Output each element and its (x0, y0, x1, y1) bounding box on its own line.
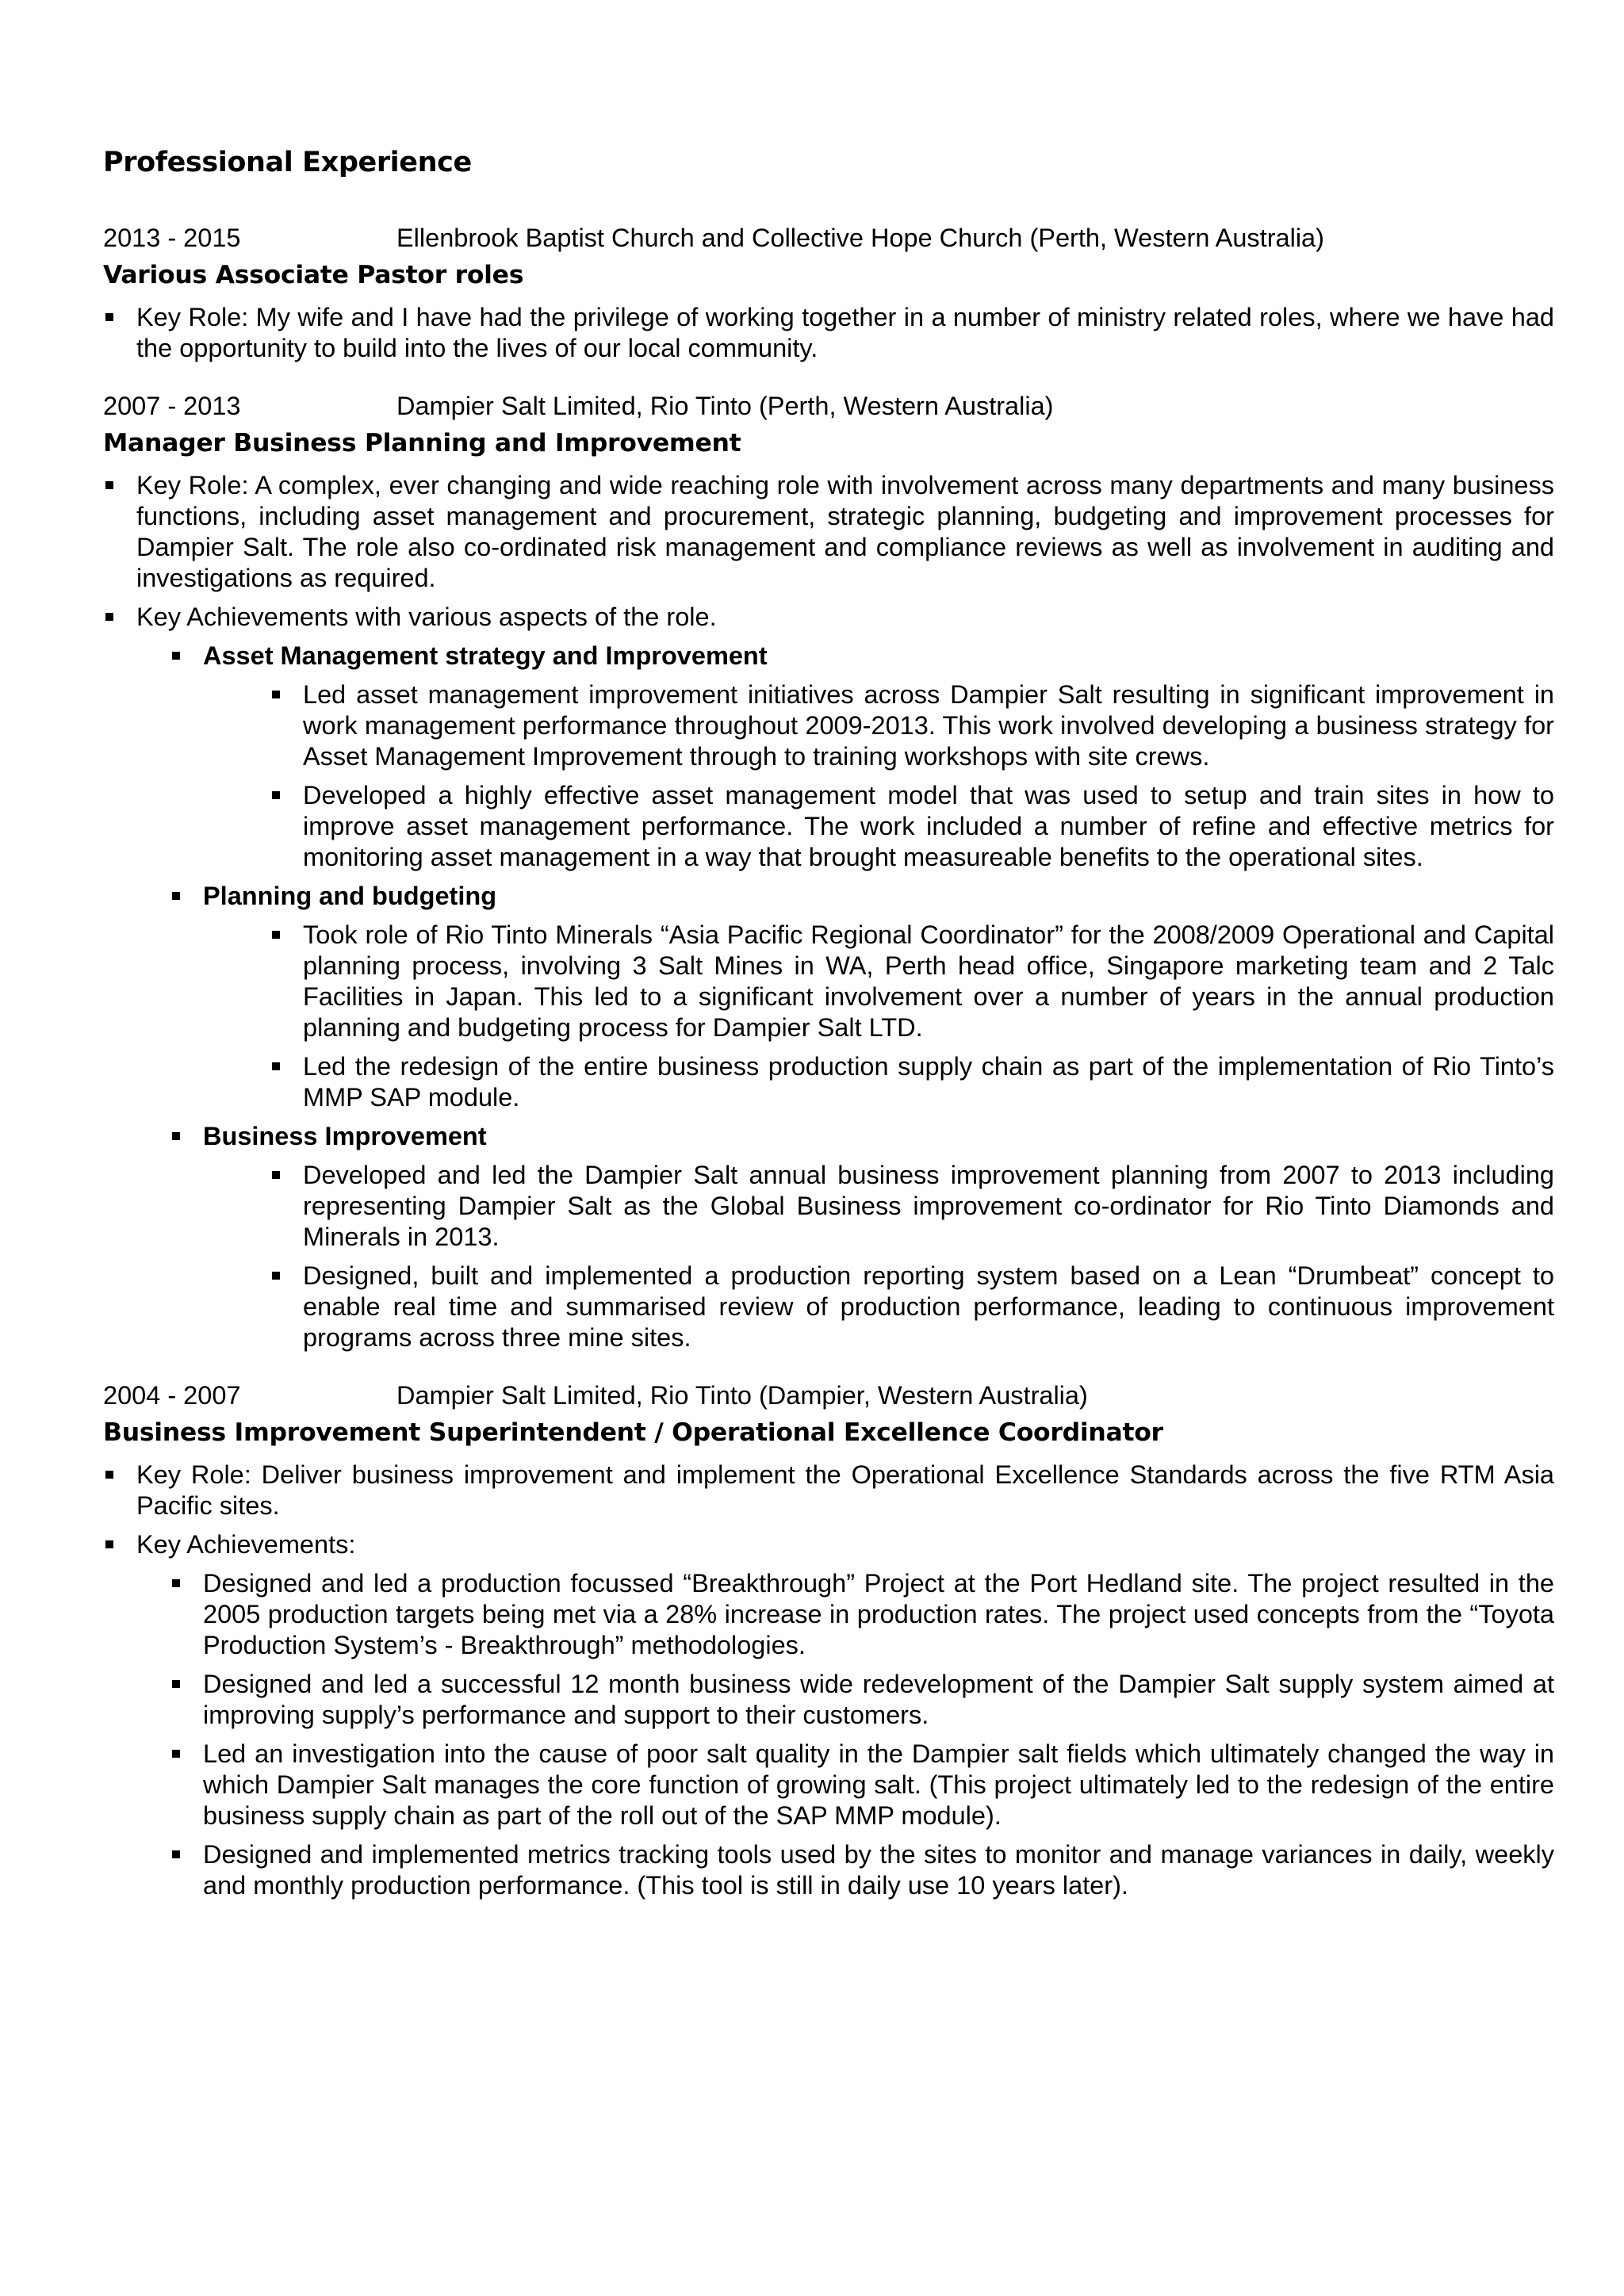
resume-page (103, 147, 1554, 1928)
job-title: Business Improvement Superintendent / Operational Excellence Coordinator (103, 1418, 1163, 1447)
list-item: Led asset management improvement initiatives across Dampier Salt resulting in significant improvement in work management performance throughout 2009-2013. This work involved developing a business strategy for Asset Management Improvement through to training workshops with site crews. (203, 679, 1554, 772)
square-bullet-icon (105, 481, 113, 489)
job-entry-dampier-perth (103, 391, 1554, 1353)
job-header (103, 391, 1554, 422)
list-item: Designed and led a production focussed “Breakthrough” Project at the Port Hedland site. The project resulted in the 2005 production targets being met via a 28% increase in production rates. The project used concepts from the “Toyota Production System’s - Breakthrough” methodologies. (136, 1568, 1554, 1661)
list-item: Designed and led a successful 12 month business wide redevelopment of the Dampier Salt supply system aimed at improving supply’s performance and support to their customers. (136, 1669, 1554, 1731)
list-item: Led the redesign of the entire business production supply chain as part of the implementation of Rio Tinto’s MMP SAP module. (203, 1051, 1554, 1113)
square-bullet-icon (272, 931, 280, 939)
list-item: Took role of Rio Tinto Minerals “Asia Pacific Regional Coordinator” for the 2008/2009 Operational and Capital planning process, involving 3 Salt Mines in WA, Perth head office, Singapore marketing team and 2 Talc Facilities in Japan. This led to a significant involvement over a number of years in the annual production planning and budgeting process for Dampier Salt LTD. (203, 920, 1554, 1043)
square-bullet-icon (172, 892, 180, 900)
list-item: Key Achievements with various aspects of the role. Asset Management strategy and Improvement Led asset management improvement initiatives across Dampier Salt resulting in significant improvement in work management performance throughout 2009-2013. This work involved developing a business strategy for Asset Management Improvement through to training workshops with site crews. Developed a highly effective asset management model that was used to setup and train sites in how to improve asset management performance. The work included a number of refine and effective metrics for monitoring asset management in a way that brought measureable benefits to the operational sites. Planning and budgeting Took role of Rio Tinto Minerals “Asia Pacific Regional Coordinator” for the 2008/2009 Operational and Capital planning process, involving 3 Salt Mines in WA, Perth head office, Singapore marketing team and 2 Talc Facilities in Japan. This led to a significant involvement over a number of years in the annual production planning and budgeting process for Dampier Salt LTD. Led the redesign of the entire business production supply chain as part of the implementation of Rio Tinto’s MMP SAP module. Business Improvement Developed and led the Dampier Salt annual business improvement planning from 2007 to 2013 including representing Dampier Salt as the Global Business improvement co-ordinator for Rio Tinto Diamonds and Minerals in 2013. Designed, built and implemented a production reporting system based on a Lean “Drumbeat” concept to enable real time and summarised review of production performance, leading to continuous improvement programs across three mine sites. (103, 602, 1554, 1353)
job-dates: 2013 - 2015 (103, 224, 241, 252)
group-asset-management (136, 641, 1554, 873)
group-business-improvement (136, 1121, 1554, 1353)
square-bullet-icon (272, 691, 280, 698)
list-item: Developed and led the Dampier Salt annual business improvement planning from 2007 to 2013 including representing Dampier Salt as the Global Business improvement co-ordinator for Rio Tinto Diamonds and Minerals in 2013. (203, 1160, 1554, 1253)
job-dates: 2004 - 2007 (103, 1381, 241, 1410)
list-item: Developed a highly effective asset management model that was used to setup and train sites in how to improve asset management performance. The work included a number of refine and effective metrics for monitoring asset management in a way that brought measureable benefits to the operational sites. (203, 780, 1554, 873)
list-item: Key Role: Deliver business improvement and implement the Operational Excellence Standards across the five RTM Asia Pacific sites. (103, 1460, 1554, 1521)
list-item: Key Role: A complex, ever changing and wide reaching role with involvement across many departments and many business functions, including asset management and procurement, strategic planning, budgeting and improvement processes for Dampier Salt. The role also co-ordinated risk management and compliance reviews as well as involvement in auditing and investigations as required. (103, 470, 1554, 594)
job-dates: 2007 - 2013 (103, 392, 241, 420)
job-bullets (103, 302, 1554, 364)
square-bullet-icon (172, 1132, 180, 1140)
group-heading: Business Improvement (203, 1122, 487, 1150)
group-items (203, 920, 1554, 1113)
group-items (203, 1160, 1554, 1353)
achievement-items (136, 1568, 1554, 1901)
job-entry-church (103, 223, 1554, 364)
square-bullet-icon (172, 1850, 180, 1858)
job-title: Various Associate Pastor roles (103, 261, 524, 289)
square-bullet-icon (105, 313, 113, 321)
job-header (103, 223, 1554, 254)
list-item: Designed and implemented metrics tracking tools used by the sites to monitor and manage variances in daily, weekly and monthly production performance. (This tool is still in daily use 10 years later). (136, 1839, 1554, 1901)
section-title: Professional Experience (103, 147, 472, 178)
list-item: Designed, built and implemented a production reporting system based on a Lean “Drumbeat” concept to enable real time and summarised review of production performance, leading to continuous improvement programs across three mine sites. (203, 1261, 1554, 1353)
square-bullet-icon (172, 1579, 180, 1587)
square-bullet-icon (172, 652, 180, 660)
square-bullet-icon (272, 1272, 280, 1280)
square-bullet-icon (272, 791, 280, 799)
job-bullets (103, 470, 1554, 1353)
group-planning-budgeting (136, 881, 1554, 1113)
job-organization: Ellenbrook Baptist Church and Collective Hope Church (Perth, Western Australia) (396, 224, 1324, 252)
square-bullet-icon (172, 1750, 180, 1758)
job-bullets (103, 1460, 1554, 1901)
job-organization: Dampier Salt Limited, Rio Tinto (Perth, Western Australia) (396, 392, 1054, 420)
job-title: Manager Business Planning and Improvement (103, 429, 741, 457)
square-bullet-icon (105, 613, 113, 621)
group-heading: Planning and budgeting (203, 882, 497, 910)
list-item: Key Role: My wife and I have had the privilege of working together in a number of ministry related roles, where we have had the opportunity to build into the lives of our local community. (103, 302, 1554, 364)
list-item: Led an investigation into the cause of poor salt quality in the Dampier salt fields which ultimately changed the way in which Dampier Salt manages the core function of growing salt. (This project ultimately led to the redesign of the entire business supply chain as part of the roll out of the SAP MMP module). (136, 1739, 1554, 1831)
job-organization: Dampier Salt Limited, Rio Tinto (Dampier, Western Australia) (396, 1381, 1088, 1410)
square-bullet-icon (272, 1062, 280, 1070)
square-bullet-icon (172, 1680, 180, 1688)
job-entry-dampier-dampier (103, 1380, 1554, 1901)
achievement-groups (136, 641, 1554, 1353)
group-items (203, 679, 1554, 873)
job-header (103, 1380, 1554, 1411)
square-bullet-icon (105, 1471, 113, 1479)
list-item: Key Achievements: Designed and led a production focussed “Breakthrough” Project at the Port Hedland site. The project resulted in the 2005 production targets being met via a 28% increase in production rates. The project used concepts from the “Toyota Production System’s - Breakthrough” methodologies. Designed and led a successful 12 month business wide redevelopment of the Dampier Salt supply system aimed at improving supply’s performance and support to their customers. Led an investigation into the cause of poor salt quality in the Dampier salt fields which ultimately changed the way in which Dampier Salt manages the core function of growing salt. (This project ultimately led to the redesign of the entire business supply chain as part of the roll out of the SAP MMP module). Designed and implemented metrics tracking tools used by the sites to monitor and manage variances in daily, weekly and monthly production performance. (This tool is still in daily use 10 years later). (103, 1529, 1554, 1901)
square-bullet-icon (272, 1171, 280, 1179)
square-bullet-icon (105, 1540, 113, 1548)
group-heading: Asset Management strategy and Improvement (203, 641, 768, 670)
